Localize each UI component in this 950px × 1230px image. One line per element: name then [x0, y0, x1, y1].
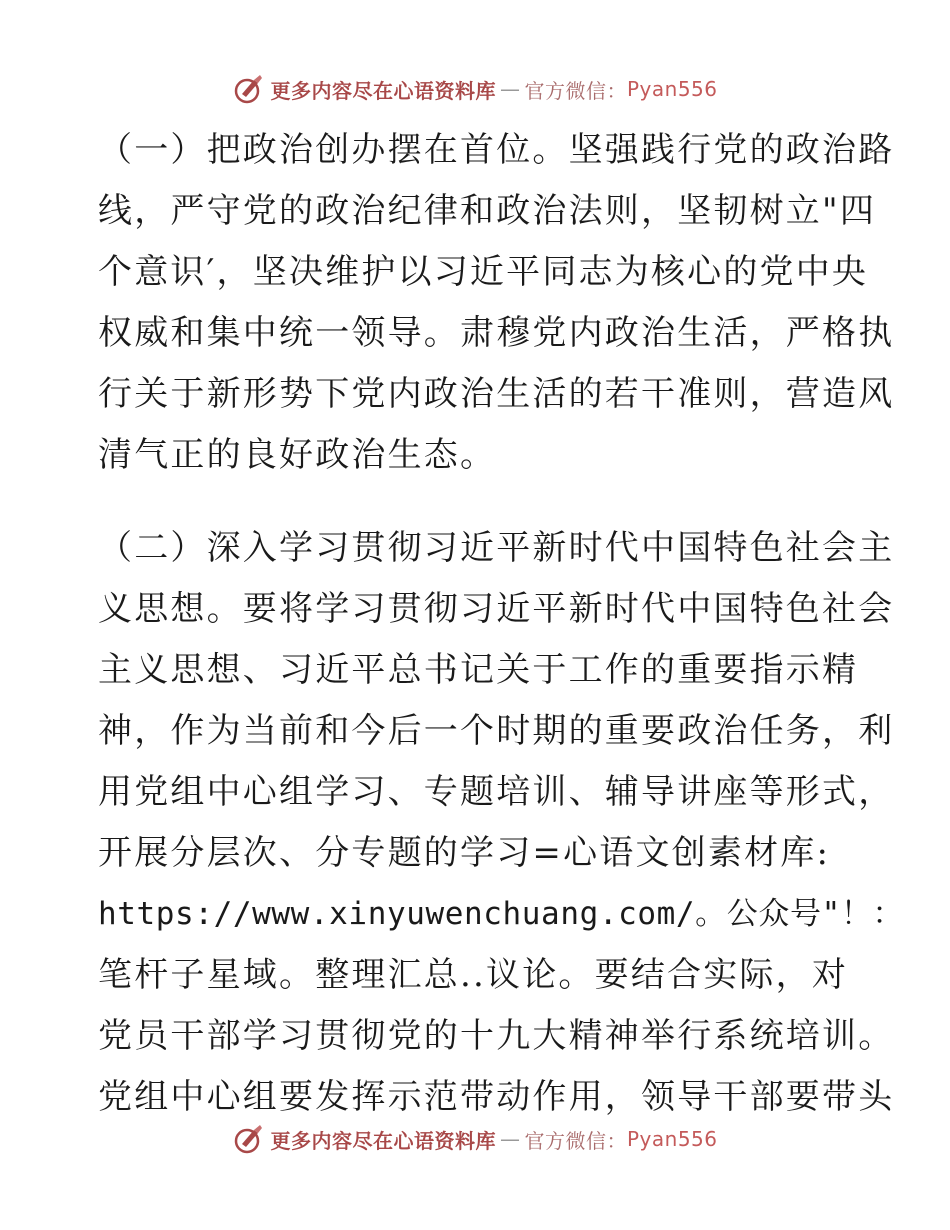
banner-separator: — [499, 77, 521, 101]
brand-logo-icon [232, 1122, 266, 1156]
paragraph-1 [98, 120, 895, 486]
banner-brand-text: 更多内容尽在心语资料库 [270, 1128, 496, 1153]
text-line: 党组中心组要发挥示范带动作用，领导干部要带头 [98, 1077, 895, 1117]
text-line: 党员干部学习贯彻党的十九大精神举行系统培训。 [98, 1016, 895, 1056]
text-line: 神，作为当前和今后一个时期的重要政治任务，利 [98, 711, 895, 751]
text-line: 主义思想、习近平总书记关于工作的重要指示精 [98, 650, 859, 690]
text-line: 权威和集中统一领导。肃穆党内政治生活，严格执 [98, 313, 895, 353]
text-line: 开展分层次、分专题的学习=心语文创素材库: [98, 833, 831, 873]
text-line: 线，严守党的政治纪律和政治法则，坚韧树立"四 [98, 191, 877, 231]
text-line: （二）深入学习贯彻习近平新时代中国特色社会主 [98, 528, 895, 568]
footer-watermark [0, 1122, 950, 1156]
banner-brand-text: 更多内容尽在心语资料库 [270, 78, 496, 103]
paragraph-2 [98, 518, 905, 1128]
banner-separator: — [499, 1127, 521, 1151]
text-line: 个意识′，坚决维护以习近平同志为核心的党中央 [98, 252, 869, 292]
text-line: 清气正的良好政治生态。 [98, 435, 497, 475]
text-line: （一）把政治创办摆在首位。坚强践行党的政治路 [98, 130, 895, 170]
banner-account: Pyan556 [626, 77, 718, 101]
text-line: 义思想。要将学习贯彻习近平新时代中国特色社会 [98, 589, 895, 629]
text-line: 用党组中心组学习、专题培训、辅导讲座等形式， [98, 772, 895, 812]
document-body [98, 120, 905, 1160]
banner-wechat-label: 官方微信： [524, 1128, 627, 1153]
banner-wechat-label: 官方微信： [524, 78, 627, 103]
text-line: 笔杆子星域。整理汇总..议论。要结合实际，对 [98, 955, 849, 995]
brand-logo-icon [232, 72, 266, 106]
header-watermark [0, 72, 950, 106]
banner-account: Pyan556 [626, 1127, 718, 1151]
text-line: 行关于新形势下党内政治生活的若干准则，营造风 [98, 374, 895, 414]
text-line-url: https://www.xinyuwenchuang.com/。公众号"！： [98, 896, 905, 932]
